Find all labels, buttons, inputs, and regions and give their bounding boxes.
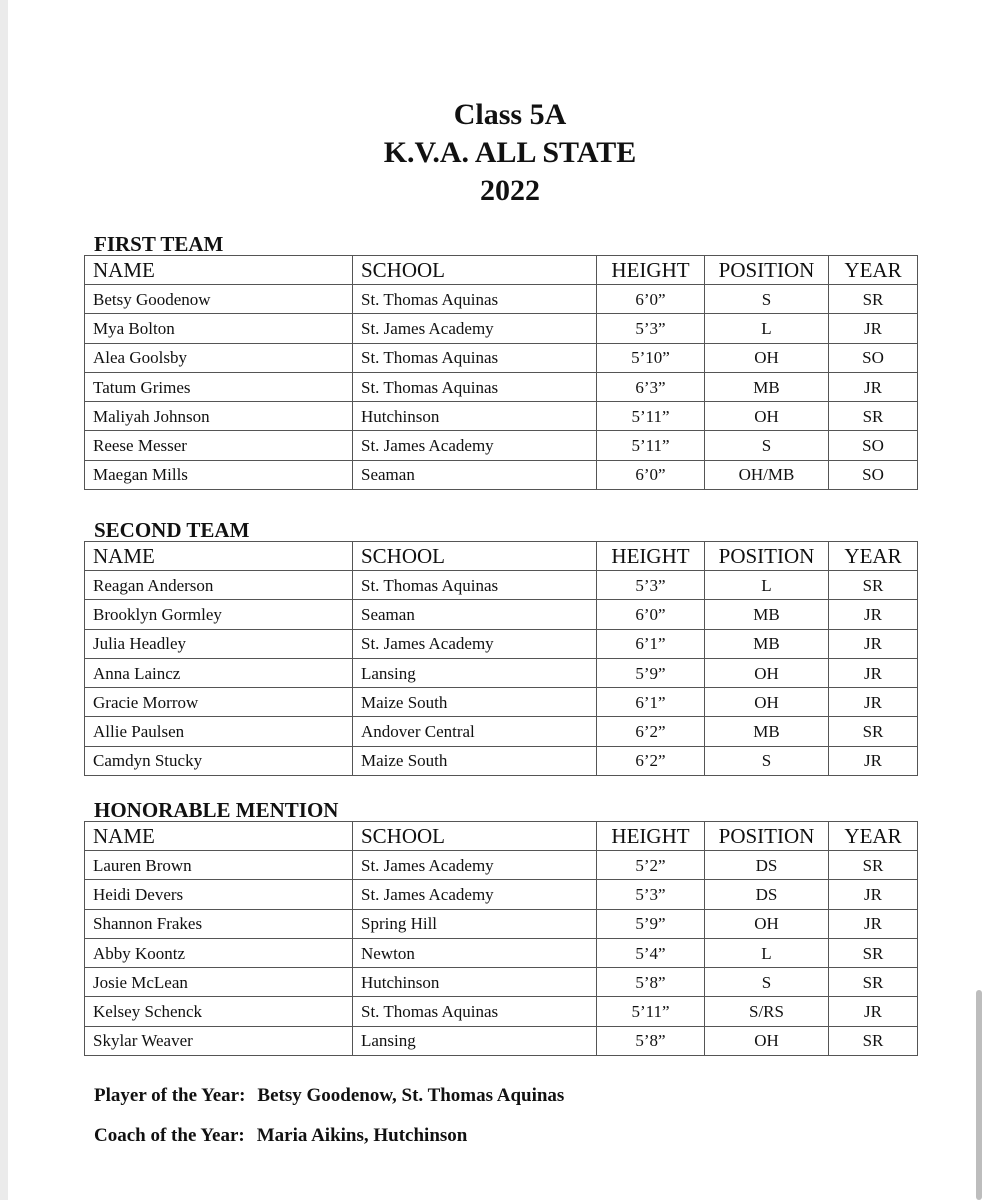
height-cell: 6’1” bbox=[597, 688, 705, 717]
coach-of-the-year bbox=[94, 1125, 467, 1147]
player-name-cell: Shannon Frakes bbox=[85, 909, 353, 938]
table-row bbox=[85, 688, 918, 717]
year-cell: SR bbox=[829, 938, 918, 967]
player-name-cell: Julia Headley bbox=[85, 629, 353, 658]
year-cell: JR bbox=[829, 997, 918, 1026]
title-class: Class 5A bbox=[453, 98, 567, 131]
table-row bbox=[85, 880, 918, 909]
section-title-second-team: SECOND TEAM bbox=[94, 518, 250, 542]
year-cell: JR bbox=[829, 629, 918, 658]
school-name-cell: Andover Central bbox=[353, 717, 597, 746]
position-cell: OH bbox=[705, 1026, 829, 1055]
school-name-cell: Spring Hill bbox=[353, 909, 597, 938]
table-row bbox=[85, 431, 918, 460]
height-cell: 6’0” bbox=[597, 600, 705, 629]
player-of-the-year-label: Player of the Year: bbox=[94, 1085, 246, 1106]
scroll-indicator[interactable] bbox=[976, 990, 982, 1200]
position-cell: S bbox=[705, 746, 829, 775]
player-name-cell: Allie Paulsen bbox=[85, 717, 353, 746]
table-row bbox=[85, 629, 918, 658]
player-name-cell: Reagan Anderson bbox=[85, 571, 353, 600]
height-cell: 6’2” bbox=[597, 746, 705, 775]
player-name-cell: Reese Messer bbox=[85, 431, 353, 460]
header-year: YEAR bbox=[829, 542, 918, 571]
position-cell: OH/MB bbox=[705, 460, 829, 489]
height-cell: 5’3” bbox=[597, 571, 705, 600]
first-team-table bbox=[84, 255, 918, 490]
year-cell: JR bbox=[829, 372, 918, 401]
table-row bbox=[85, 909, 918, 938]
table-header-row bbox=[85, 822, 918, 851]
table-row bbox=[85, 343, 918, 372]
year-cell: JR bbox=[829, 658, 918, 687]
year-cell: SO bbox=[829, 460, 918, 489]
header-year: YEAR bbox=[829, 822, 918, 851]
height-cell: 6’0” bbox=[597, 285, 705, 314]
table-row bbox=[85, 938, 918, 967]
school-name-cell: St. James Academy bbox=[353, 851, 597, 880]
year-cell: SR bbox=[829, 402, 918, 431]
title-year: 2022 bbox=[480, 174, 540, 207]
player-name-cell: Maliyah Johnson bbox=[85, 402, 353, 431]
position-cell: MB bbox=[705, 629, 829, 658]
height-cell: 5’11” bbox=[597, 431, 705, 460]
header-position: POSITION bbox=[705, 822, 829, 851]
school-name-cell: St. Thomas Aquinas bbox=[353, 372, 597, 401]
table-row bbox=[85, 372, 918, 401]
document-page bbox=[8, 0, 984, 1200]
height-cell: 5’2” bbox=[597, 851, 705, 880]
height-cell: 6’1” bbox=[597, 629, 705, 658]
year-cell: SR bbox=[829, 571, 918, 600]
height-cell: 5’9” bbox=[597, 658, 705, 687]
section-title-honorable-mention: HONORABLE MENTION bbox=[94, 798, 339, 822]
player-name-cell: Gracie Morrow bbox=[85, 688, 353, 717]
school-name-cell: St. Thomas Aquinas bbox=[353, 997, 597, 1026]
school-name-cell: Hutchinson bbox=[353, 402, 597, 431]
school-name-cell: Maize South bbox=[353, 688, 597, 717]
height-cell: 6’0” bbox=[597, 460, 705, 489]
player-name-cell: Josie McLean bbox=[85, 968, 353, 997]
year-cell: SR bbox=[829, 851, 918, 880]
height-cell: 5’8” bbox=[597, 1026, 705, 1055]
position-cell: MB bbox=[705, 717, 829, 746]
position-cell: L bbox=[705, 314, 829, 343]
height-cell: 5’9” bbox=[597, 909, 705, 938]
coach-of-the-year-value: Maria Aikins, Hutchinson bbox=[256, 1125, 468, 1146]
honorable-mention-table bbox=[84, 821, 918, 1056]
school-name-cell: Seaman bbox=[353, 600, 597, 629]
player-name-cell: Kelsey Schenck bbox=[85, 997, 353, 1026]
position-cell: DS bbox=[705, 851, 829, 880]
school-name-cell: St. Thomas Aquinas bbox=[353, 285, 597, 314]
table-row bbox=[85, 851, 918, 880]
position-cell: S bbox=[705, 968, 829, 997]
school-name-cell: St. James Academy bbox=[353, 314, 597, 343]
header-name: NAME bbox=[85, 822, 353, 851]
table-header-row bbox=[85, 542, 918, 571]
player-name-cell: Lauren Brown bbox=[85, 851, 353, 880]
table-row bbox=[85, 997, 918, 1026]
position-cell: DS bbox=[705, 880, 829, 909]
table-row bbox=[85, 600, 918, 629]
player-name-cell: Brooklyn Gormley bbox=[85, 600, 353, 629]
position-cell: MB bbox=[705, 372, 829, 401]
height-cell: 5’3” bbox=[597, 880, 705, 909]
position-cell: S bbox=[705, 431, 829, 460]
section-title-first-team: FIRST TEAM bbox=[94, 232, 224, 256]
school-name-cell: St. James Academy bbox=[353, 880, 597, 909]
player-of-the-year-value: Betsy Goodenow, St. Thomas Aquinas bbox=[257, 1085, 565, 1106]
height-cell: 5’10” bbox=[597, 343, 705, 372]
position-cell: OH bbox=[705, 658, 829, 687]
table-row bbox=[85, 285, 918, 314]
player-name-cell: Heidi Devers bbox=[85, 880, 353, 909]
header-height: HEIGHT bbox=[597, 256, 705, 285]
year-cell: JR bbox=[829, 600, 918, 629]
player-name-cell: Alea Goolsby bbox=[85, 343, 353, 372]
position-cell: OH bbox=[705, 688, 829, 717]
year-cell: JR bbox=[829, 314, 918, 343]
school-name-cell: Seaman bbox=[353, 460, 597, 489]
school-name-cell: St. Thomas Aquinas bbox=[353, 343, 597, 372]
table-row bbox=[85, 314, 918, 343]
height-cell: 6’2” bbox=[597, 717, 705, 746]
header-year: YEAR bbox=[829, 256, 918, 285]
school-name-cell: Maize South bbox=[353, 746, 597, 775]
height-cell: 6’3” bbox=[597, 372, 705, 401]
table-row bbox=[85, 402, 918, 431]
school-name-cell: Hutchinson bbox=[353, 968, 597, 997]
table-row bbox=[85, 460, 918, 489]
table-row bbox=[85, 1026, 918, 1055]
header-school: SCHOOL bbox=[353, 256, 597, 285]
header-position: POSITION bbox=[705, 542, 829, 571]
position-cell: OH bbox=[705, 402, 829, 431]
player-name-cell: Maegan Mills bbox=[85, 460, 353, 489]
height-cell: 5’11” bbox=[597, 402, 705, 431]
header-position: POSITION bbox=[705, 256, 829, 285]
year-cell: SR bbox=[829, 968, 918, 997]
height-cell: 5’8” bbox=[597, 968, 705, 997]
player-name-cell: Camdyn Stucky bbox=[85, 746, 353, 775]
table-header-row bbox=[85, 256, 918, 285]
player-name-cell: Tatum Grimes bbox=[85, 372, 353, 401]
header-school: SCHOOL bbox=[353, 822, 597, 851]
second-team-table bbox=[84, 541, 918, 776]
player-name-cell: Anna Laincz bbox=[85, 658, 353, 687]
height-cell: 5’4” bbox=[597, 938, 705, 967]
table-row bbox=[85, 571, 918, 600]
table-row bbox=[85, 968, 918, 997]
school-name-cell: St. Thomas Aquinas bbox=[353, 571, 597, 600]
table-row bbox=[85, 717, 918, 746]
school-name-cell: Newton bbox=[353, 938, 597, 967]
year-cell: SR bbox=[829, 717, 918, 746]
coach-of-the-year-label: Coach of the Year: bbox=[94, 1125, 245, 1146]
header-name: NAME bbox=[85, 542, 353, 571]
position-cell: L bbox=[705, 938, 829, 967]
position-cell: OH bbox=[705, 343, 829, 372]
position-cell: S bbox=[705, 285, 829, 314]
year-cell: JR bbox=[829, 688, 918, 717]
header-name: NAME bbox=[85, 256, 353, 285]
year-cell: SR bbox=[829, 1026, 918, 1055]
position-cell: S/RS bbox=[705, 997, 829, 1026]
table-row bbox=[85, 746, 918, 775]
height-cell: 5’3” bbox=[597, 314, 705, 343]
school-name-cell: Lansing bbox=[353, 658, 597, 687]
player-of-the-year bbox=[94, 1085, 564, 1107]
school-name-cell: Lansing bbox=[353, 1026, 597, 1055]
player-name-cell: Betsy Goodenow bbox=[85, 285, 353, 314]
header-height: HEIGHT bbox=[597, 822, 705, 851]
position-cell: L bbox=[705, 571, 829, 600]
player-name-cell: Abby Koontz bbox=[85, 938, 353, 967]
header-school: SCHOOL bbox=[353, 542, 597, 571]
year-cell: SO bbox=[829, 343, 918, 372]
title-award: K.V.A. ALL STATE bbox=[383, 136, 637, 169]
school-name-cell: St. James Academy bbox=[353, 629, 597, 658]
header-height: HEIGHT bbox=[597, 542, 705, 571]
year-cell: JR bbox=[829, 909, 918, 938]
school-name-cell: St. James Academy bbox=[353, 431, 597, 460]
document-title bbox=[0, 96, 984, 210]
position-cell: OH bbox=[705, 909, 829, 938]
year-cell: SO bbox=[829, 431, 918, 460]
player-name-cell: Skylar Weaver bbox=[85, 1026, 353, 1055]
height-cell: 5’11” bbox=[597, 997, 705, 1026]
position-cell: MB bbox=[705, 600, 829, 629]
year-cell: JR bbox=[829, 746, 918, 775]
year-cell: SR bbox=[829, 285, 918, 314]
player-name-cell: Mya Bolton bbox=[85, 314, 353, 343]
table-row bbox=[85, 658, 918, 687]
year-cell: JR bbox=[829, 880, 918, 909]
